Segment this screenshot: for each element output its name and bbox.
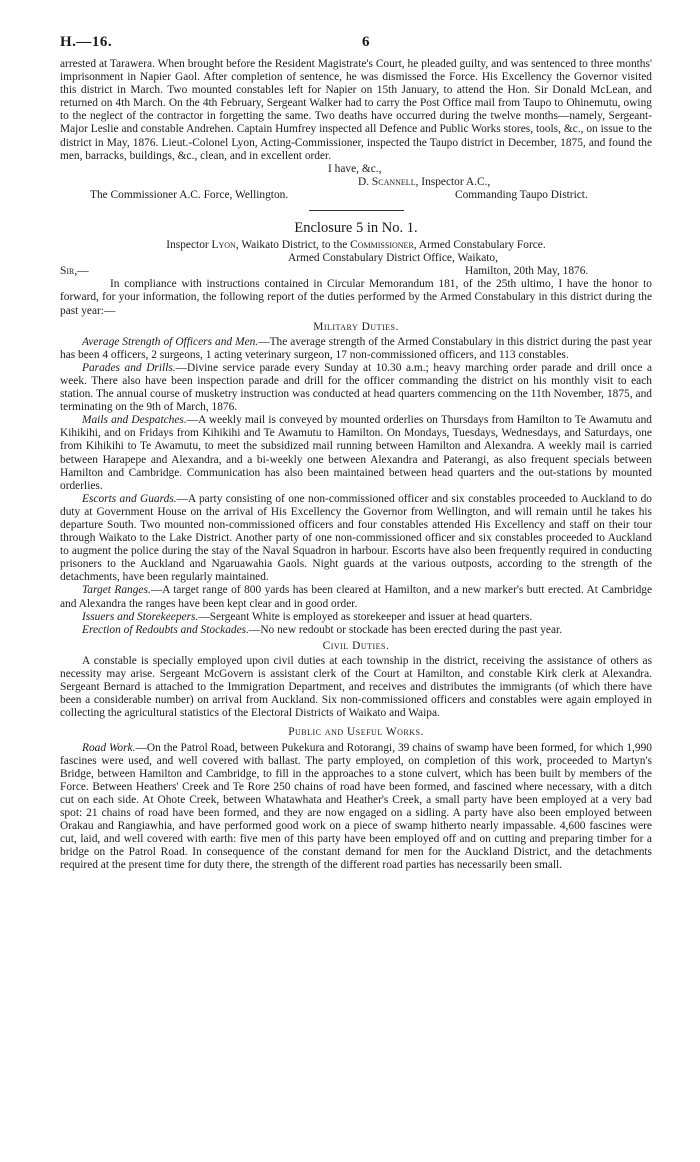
issuers-text: —Sergeant White is employed as storekeeper and issuer at head quarters. <box>198 610 533 623</box>
target-text: —A target range of 800 yards has been cleared at Hamilton, and a new marker's butt erected. At Cambridge and Alexandra the ranges have been kept clear and in good order. <box>60 584 653 610</box>
signature-row <box>60 176 652 189</box>
escorts-paragraph <box>60 493 652 585</box>
document-page <box>60 36 652 872</box>
military-duties-heading: Military Duties. <box>313 320 399 333</box>
escorts-heading: Escorts and Guards. <box>82 492 177 505</box>
strength-paragraph <box>60 336 652 362</box>
letter-date: Hamilton, 20th May, 1876. <box>465 265 589 278</box>
road-paragraph <box>60 742 652 873</box>
addressee: The Commissioner A.C. Force, Wellington. <box>90 188 289 201</box>
mails-text: —A weekly mail is conveyed by mounted orderlies on Thursdays from Hamilton to Te Awamutu and Kihikihi, and on Fridays from Kihikihi and Te Awamutu to Hamilton. On Mondays, Tuesdays, Wednesdays, and Saturdays, one from Kihikihi to Te Awamutu, to meet the subsidized mail running between Hamilton and Alexandra. A weekly mail is carried between Harapepe and Alexandra, and a bi-weekly one between Alexandra and Paterangi, as also frequent specials between Hamilton and Cambridge. Communication has also been maintained between head quarters and the out-stations by mounted orderlies. <box>60 414 652 492</box>
salutation-row <box>60 265 652 278</box>
page-header <box>60 36 652 58</box>
office-address: Armed Constabulary District Office, Waikato, <box>288 252 498 265</box>
road-text: —On the Patrol Road, between Pukekura and Rotorangi, 39 chains of swamp have been formed, for which 1,990 fascines were used, and well covered with ballast. The party employed, on completion of this work, proceeded to Martyn's Bridge, between Hamilton and Cambridge, to fill in the approaches to a stone culvert, which has been built by members of the Force. Between Heathers' Creek and Te Rore 250 chains of road have been formed, and fascined where necessary, with a ditch cut on each side. At Ohote Creek, between Whatawhata and Heather's Creek, a small party have been employed at a very bad spot: 21 chains of road have been formed, and they are now engaged on a sidling. A party have also been employed between Orakau and Rangiawhia, and have performed good work on a piece of swamp hitherto nearly impassable. 4,600 fascines were cut, laid, and well covered with earth: five men of this party have been employed off and on cutting and preparing timber for a bridge on the Patrol Road. In consequence of the constant demand for men for the Auckland District, and the detachments required at the present time for duty there, the strength of the different road parties has necessarily been small. <box>60 741 652 872</box>
erection-paragraph <box>60 624 652 637</box>
parades-heading: Parades and Drills. <box>82 361 176 374</box>
parades-paragraph <box>60 362 652 414</box>
civil-duties-heading: Civil Duties. <box>322 639 390 652</box>
salutation: Sir,— <box>60 265 89 278</box>
signer-title: , Inspector A.C., <box>415 175 491 188</box>
issuers-paragraph <box>60 611 652 624</box>
closing-text: I have, &c., <box>328 162 382 175</box>
opening-paragraph: In compliance with instructions contained in Circular Memorandum 181, of the 25th ultimo, I have the honor to forward, for your information, the following report of the duties performed by the Armed Constabulary in this district during the past year:— <box>60 278 652 317</box>
from-middle: , Waikato District, to the <box>235 239 351 252</box>
addressee-row <box>60 189 652 202</box>
closing-row <box>60 163 652 176</box>
strength-text: —The average strength of the Armed Constabulary in this district during the past year has been 4 officers, 2 surgeons, 1 acting veterinary surgeon, 17 non-commissioned officers, and 113 constables. <box>60 335 652 361</box>
civil-paragraph: A constable is specially employed upon civil duties at each township in the district, receiving the assistance of others as necessity may arise. Sergeant McGovern is assistant clerk of the Court at Hamilton, and constable Kirk clerk at Alexandra. Sergeant Bernard is attached to the Immigration Department, and receives and distributes the immigrants (of which there have been a considerable number) on arrival from Auckland. Six non-commissioned officers and constables were again employed in collecting the agricultural statistics of the Electoral Districts of Waikato and Waipa. <box>60 654 652 720</box>
target-paragraph <box>60 584 652 610</box>
enclosure-title: Enclosure 5 in No. 1. <box>294 220 418 237</box>
page-number: 6 <box>362 34 370 50</box>
erection-text: —No new redoubt or stockade has been erected during the past year. <box>248 623 563 636</box>
from-recipient: Commissioner <box>350 239 414 252</box>
target-heading: Target Ranges. <box>82 584 151 597</box>
intro-paragraph: arrested at Tarawera. When brought before the Resident Magistrate's Court, he pleaded guilty, and was sentenced to three months' imprisonment in Napier Gaol. After completion of sentence, he was dismissed the Force. His Excellency the Governor visited this district in March. Two mounted constables left for Napier on 15th January, to attend the Hon. Sir Donald McLean, and returned on 4th March. On the 4th February, Sergeant Walker had to carry the Post Office mail from Taupo to Ohinemutu, owing to the neglect of the contractor in forgetting the same. Two deaths have occurred during the twelve months—namely, Sergeant-Major Leslie and constable Andrehen. Captain Humfrey inspected all Defence and Public Works stores, tools, &c., on issue to the district in May, 1876. Lieut.-Colonel Lyon, Acting-Commissioner, inspected the Taupo district in December, 1875, and found the men, barracks, buildings, &c., clean, and in excellent order. <box>60 58 652 162</box>
issuers-heading: Issuers and Storekeepers. <box>82 610 199 623</box>
office-row <box>60 252 652 265</box>
erection-heading: Erection of Redoubts and Stockades. <box>82 623 249 636</box>
section-divider <box>309 210 404 211</box>
signer-role: Commanding Taupo District. <box>455 188 588 201</box>
from-prefix: Inspector <box>166 239 212 252</box>
public-works-heading: Public and Useful Works. <box>288 726 424 739</box>
escorts-text: —A party consisting of one non-commissioned officer and six constables proceeded to Auckland to do duty at Government House on the arrival of His Excellency the Governor from Wellington, and will remain until he takes his departure South. Two mounted non-commissioned officers and four constables attended His Excellency and staff on their tour through Waikato to the Lake District. Another party of one non-commissioned officer and six constables proceeded to Auckland to augment the police during the stay of the Naval Squadron in harbour. Escorts have also been frequently required in conducting prisoners to the Auckland and Ngaruawahia Gaols. Night guards at the various outposts, according to the strength of the detachments, have been regularly maintained. <box>60 492 652 584</box>
mails-paragraph <box>60 414 652 493</box>
from-name: Lyon <box>211 239 236 252</box>
road-heading: Road Work. <box>82 741 136 754</box>
from-suffix: , Armed Constabulary Force. <box>413 239 546 252</box>
signer-initial: D. <box>358 175 372 188</box>
strength-heading: Average Strength of Officers and Men. <box>82 335 259 348</box>
report-reference: H.—16. <box>60 34 113 50</box>
signer-name: Scannell <box>371 175 416 188</box>
signature <box>358 176 490 189</box>
mails-heading: Mails and Despatches. <box>82 414 187 427</box>
parades-text: —Divine service parade every Sunday at 10.30 a.m.; heavy marching order parade and drill once a week. There also have been inspection parade and drill for the officer commanding the district on his monthly visit to each station. The annual course of musketry instruction was conducted at head quarters commencing on the 11th November, 1875, and terminating on the 9th of March, 1876. <box>60 361 653 414</box>
enclosure-from <box>60 239 652 252</box>
